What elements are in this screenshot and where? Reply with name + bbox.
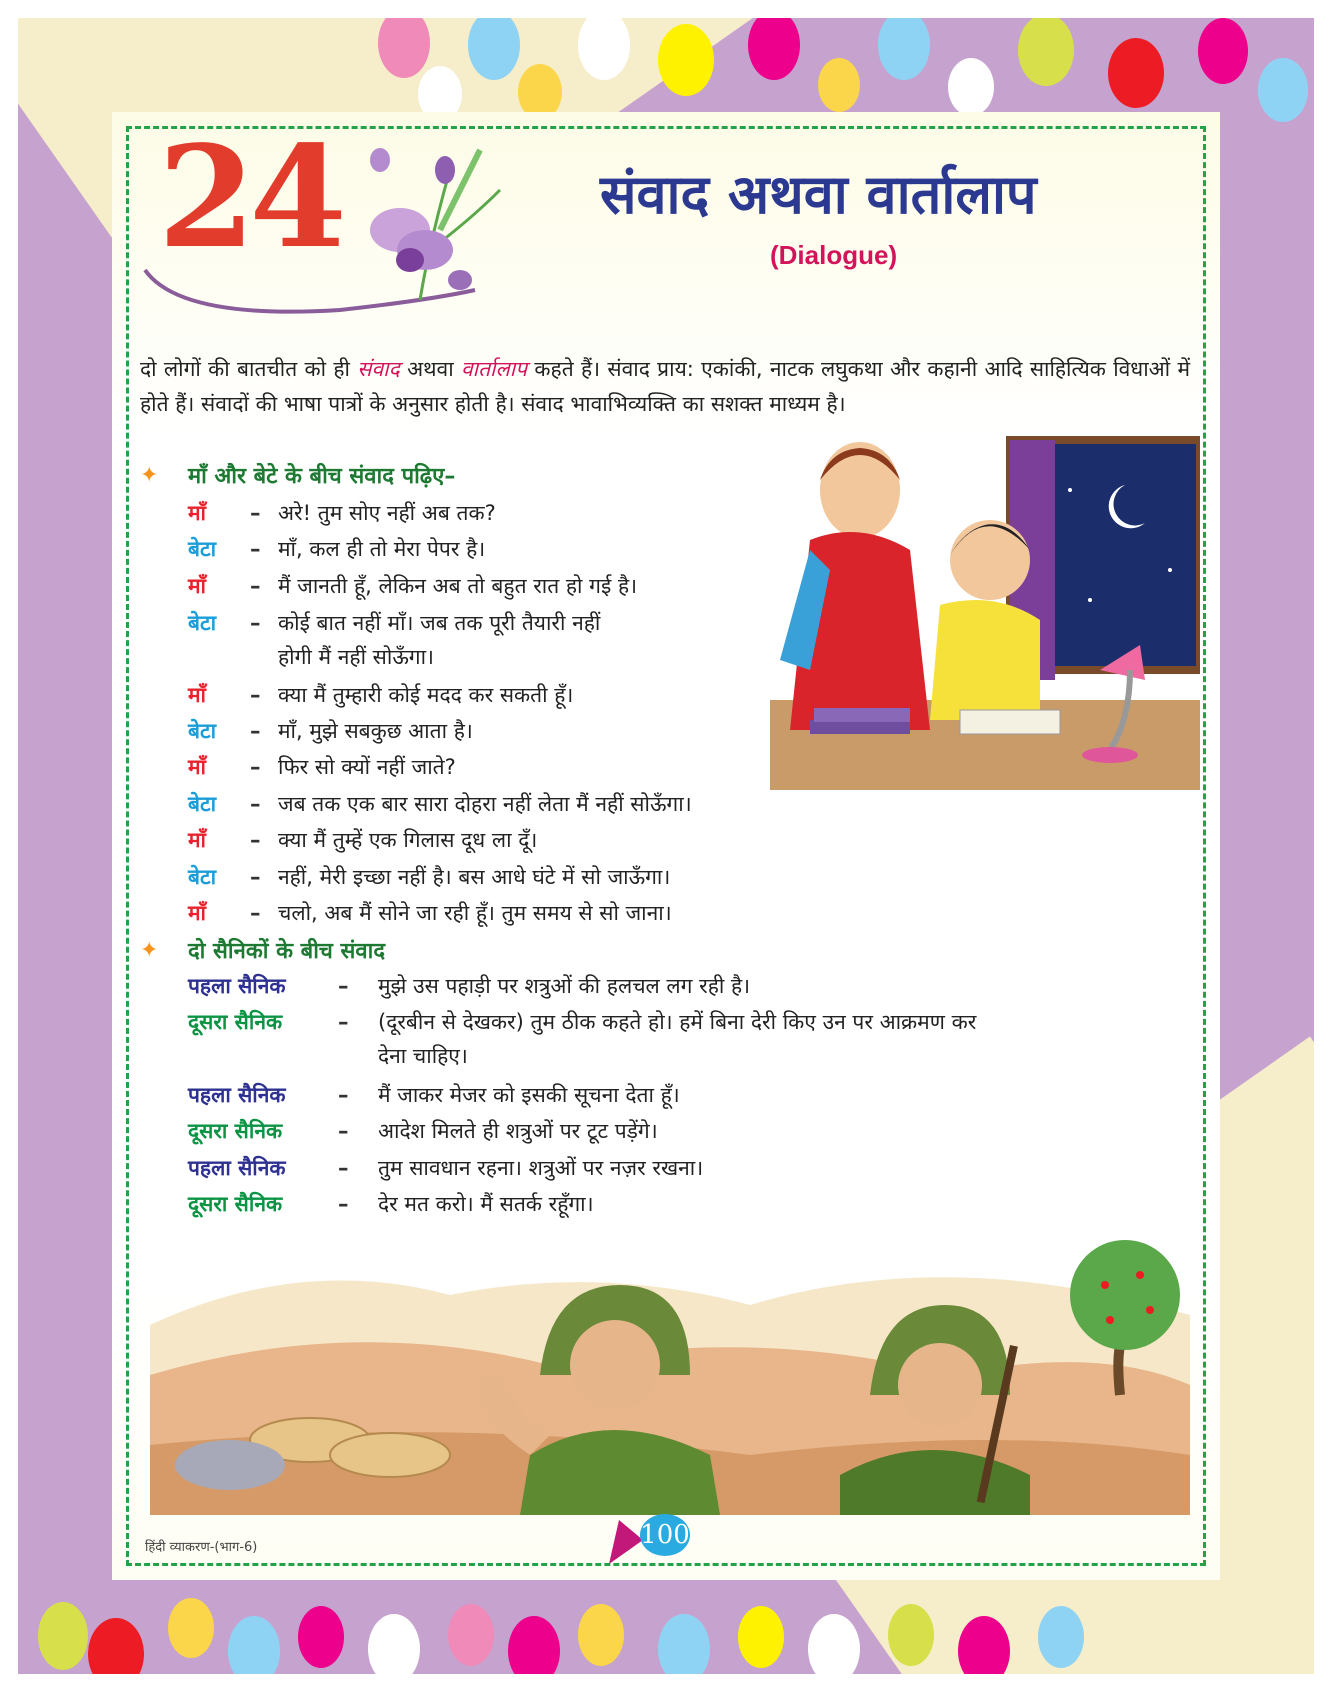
dialogue-line: देर मत करो। मैं सतर्क रहूँगा। <box>378 1192 594 1216</box>
speaker-label: दूसरा सैनिक <box>188 1119 283 1143</box>
decor-dot <box>38 1602 88 1670</box>
decor-dot <box>948 58 994 116</box>
section-heading: दो सैनिकों के बीच संवाद <box>188 939 386 964</box>
speaker-dash: – <box>250 501 261 525</box>
dialogue-line: क्या मैं तुम्हारी कोई मदद कर सकती हूँ। <box>278 683 574 707</box>
decor-dot <box>818 58 860 112</box>
speaker-dash: – <box>250 537 261 561</box>
dialogue-line-cont: होगी मैं नहीं सोऊँगा। <box>278 645 435 669</box>
speaker-dash: – <box>250 574 261 598</box>
intro-text: अथवा <box>399 357 461 381</box>
speaker-label: पहला सैनिक <box>188 1083 286 1107</box>
book-footer: हिंदी व्याकरण-(भाग-6) <box>145 1540 258 1555</box>
section-heading: माँ और बेटे के बीच संवाद पढ़िए– <box>188 464 456 489</box>
speaker-label: पहला सैनिक <box>188 974 286 998</box>
speaker-dash: – <box>338 974 349 998</box>
page-subtitle: (Dialogue) <box>770 240 898 270</box>
soldiers-illustration <box>150 1225 1190 1515</box>
decor-dot <box>738 1606 784 1668</box>
decor-dot <box>878 18 930 80</box>
speaker-label: माँ <box>188 501 206 525</box>
speaker-dash: – <box>250 611 261 635</box>
decor-dot <box>448 1604 494 1666</box>
decor-dot <box>1038 1606 1084 1668</box>
dialogue-line: तुम सावधान रहना। शत्रुओं पर नज़र रखना। <box>378 1156 704 1180</box>
decor-dot <box>168 1598 214 1658</box>
dialogue-line: आदेश मिलते ही शत्रुओं पर टूट पड़ेंगे। <box>378 1119 658 1143</box>
bullet-star-icon: ✦ <box>140 463 159 488</box>
decor-dot <box>228 1616 280 1674</box>
speaker-dash: – <box>250 901 261 925</box>
dialogue-line: नहीं, मेरी इच्छा नहीं है। बस आधे घंटे में सो जाऊँगा। <box>278 865 671 889</box>
highlight-term: संवाद <box>357 357 400 381</box>
chapter-number: 24 <box>158 116 341 280</box>
dialogue-line: माँ, कल ही तो मेरा पेपर है। <box>278 537 486 561</box>
dialogue-line: क्या मैं तुम्हें एक गिलास दूध ला दूँ। <box>278 828 538 852</box>
speaker-label: माँ <box>188 574 206 598</box>
speaker-label: बेटा <box>188 719 217 743</box>
speaker-dash: – <box>338 1083 349 1107</box>
orchid-illustration <box>330 130 510 310</box>
dialogue-line: जब तक एक बार सारा दोहरा नहीं लेता मैं नहीं सोऊँगा। <box>278 792 692 816</box>
speaker-dash: – <box>250 683 261 707</box>
speaker-label: बेटा <box>188 611 217 635</box>
dialogue-line: माँ, मुझे सबकुछ आता है। <box>278 719 473 743</box>
decor-dot <box>1258 58 1308 122</box>
dialogue-line: (दूरबीन से देखकर) तुम ठीक कहते हो। हमें बिना देरी किए उन पर आक्रमण कर <box>378 1010 977 1034</box>
decor-dot <box>368 1614 420 1674</box>
decor-dot <box>748 18 800 80</box>
dialogue-line: फिर सो क्यों नहीं जाते? <box>278 755 456 779</box>
speaker-dash: – <box>338 1010 349 1034</box>
page-number: 100 <box>640 1514 690 1556</box>
decor-dot <box>578 1604 624 1666</box>
decor-dot <box>1018 18 1074 86</box>
decor-dot <box>508 1616 560 1674</box>
dialogue-line: मुझे उस पहाड़ी पर शत्रुओं की हलचल लग रही है। <box>378 974 751 998</box>
decor-dot <box>888 1604 934 1666</box>
speaker-dash: – <box>250 828 261 852</box>
decor-dot <box>88 1618 144 1674</box>
mother-son-illustration <box>770 430 1200 870</box>
speaker-label: बेटा <box>188 537 217 561</box>
dialogue-line: चलो, अब मैं सोने जा रही हूँ। तुम समय से सो जाना। <box>278 901 672 925</box>
intro-text: कहते हैं। संवाद प्राय: एकांकी, नाटक लघुकथा और कहानी आदि साहित्यिक विधाओं में होते हैं। संवादों की भाषा पात्रों के अनुसार होती है। संवाद भावाभिव्यक्ति का सशक्त माध्यम है। <box>140 357 1190 416</box>
speaker-label: दूसरा सैनिक <box>188 1192 283 1216</box>
decor-dot <box>1108 38 1164 108</box>
speaker-dash: – <box>250 719 261 743</box>
speaker-dash: – <box>338 1156 349 1180</box>
speaker-label: माँ <box>188 683 206 707</box>
dialogue-line: कोई बात नहीं माँ। जब तक पूरी तैयारी नहीं <box>278 611 601 635</box>
speaker-dash: – <box>338 1192 349 1216</box>
dialogue-line: मैं जाकर मेजर को इसकी सूचना देता हूँ। <box>378 1083 680 1107</box>
page-star-icon <box>605 1510 645 1566</box>
speaker-label: बेटा <box>188 865 217 889</box>
dialogue-line-cont: देना चाहिए। <box>378 1044 468 1068</box>
speaker-dash: – <box>250 865 261 889</box>
speaker-label: माँ <box>188 755 206 779</box>
decor-dot <box>658 1614 710 1674</box>
decor-dot <box>1198 18 1248 84</box>
bullet-star-icon: ✦ <box>140 938 159 963</box>
intro-paragraph <box>140 352 1190 422</box>
highlight-term: वार्तालाप <box>460 357 528 381</box>
dialogue-line: मैं जानती हूँ, लेकिन अब तो बहुत रात हो गई है। <box>278 574 638 598</box>
speaker-dash: – <box>250 792 261 816</box>
decor-dot <box>808 1614 860 1674</box>
decor-dot <box>298 1606 344 1668</box>
dialogue-line: अरे! तुम सोए नहीं अब तक? <box>278 501 496 525</box>
speaker-dash: – <box>250 755 261 779</box>
page-title: संवाद अथवा वार्तालाप <box>600 163 1037 226</box>
speaker-label: माँ <box>188 901 206 925</box>
intro-text: दो लोगों की बातचीत को ही <box>140 357 358 381</box>
decor-dot <box>658 24 714 96</box>
speaker-label: दूसरा सैनिक <box>188 1010 283 1034</box>
speaker-dash: – <box>338 1119 349 1143</box>
speaker-label: माँ <box>188 828 206 852</box>
speaker-label: पहला सैनिक <box>188 1156 286 1180</box>
speaker-label: बेटा <box>188 792 217 816</box>
